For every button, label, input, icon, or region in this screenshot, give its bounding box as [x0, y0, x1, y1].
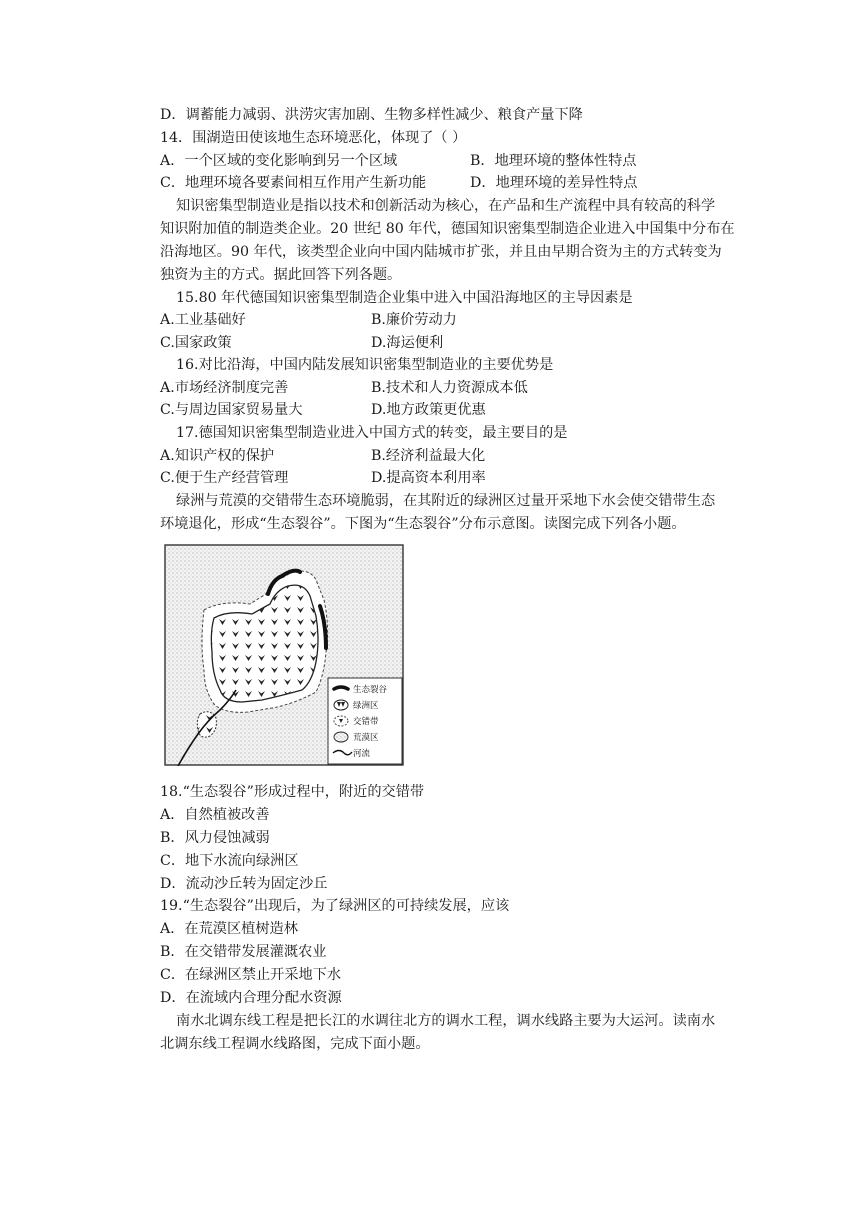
q16-stem: 16.对比沿海，中国内陆发展知识密集型制造业的主要优势是 [176, 357, 554, 373]
passage1-line1: 知识密集型制造业是指以技术和创新活动为核心，在产品和生产流程中具有较高的科学 [176, 198, 716, 214]
q13-option-d: D．调蓄能力减弱、洪涝灾害加剧、生物多样性减少、粮食产量下降 [160, 107, 583, 123]
q17-stem: 17.德国知识密集型制造业进入中国方式的转变，最主要目的是 [176, 425, 568, 441]
q19-option-d: D．在流域内合理分配水资源 [160, 990, 342, 1006]
q15-option-c: C.国家政策 [160, 335, 232, 351]
q17-option-a: A.知识产权的保护 [160, 448, 275, 464]
ecological-rift-map [164, 544, 404, 766]
legend-oasis-symbol [334, 700, 348, 710]
q19-option-b: B．在交错带发展灌溉农业 [160, 944, 327, 960]
legend-rift-symbol [334, 687, 348, 689]
legend-label-ecotone: 交错带 [353, 717, 379, 727]
q18-stem: 18.“生态裂谷”形成过程中，附近的交错带 [160, 784, 425, 800]
q16-option-c: C.与周边国家贸易量大 [160, 402, 303, 418]
q14-option-b: B．地理环境的整体性特点 [470, 153, 637, 169]
passage1-line2: 知识附加值的制造类企业。20 世纪 80 年代，德国知识密集型制造企业进入中国集中分布在 [160, 221, 735, 237]
passage3-line2: 北调东线工程调水线路图，完成下面小题。 [160, 1036, 430, 1052]
q17-option-d: D.提高资本利用率 [371, 470, 486, 486]
legend-label-rift: 生态裂谷 [353, 685, 388, 695]
legend-label-river: 河流 [353, 749, 371, 759]
legend-label-desert: 荒漠区 [353, 733, 379, 743]
q16-option-d: D.地方政策更优惠 [371, 402, 486, 418]
q14-option-d: D．地理环境的差异性特点 [470, 175, 638, 191]
q18-option-d: D．流动沙丘转为固定沙丘 [160, 876, 328, 892]
q19-stem: 19.“生态裂谷”出现后，为了绿洲区的可持续发展，应该 [160, 898, 510, 914]
q18-option-a: A．自然植被改善 [160, 807, 270, 823]
q17-option-c: C.便于生产经营管理 [160, 470, 289, 486]
passage3-line1: 南水北调东线工程是把长江的水调往北方的调水工程，调水线路主要为大运河。读南水 [176, 1013, 716, 1029]
legend-desert-symbol [334, 732, 348, 742]
q15-option-d: D.海运便利 [371, 335, 444, 351]
q19-option-c: C．在绿洲区禁止开采地下水 [160, 967, 342, 983]
q14-option-a: A．一个区域的变化影响到另一个区域 [160, 153, 398, 169]
q16-option-a: A.市场经济制度完善 [160, 380, 289, 396]
q17-option-b: B.经济利益最大化 [371, 448, 486, 464]
q14-stem: 14．围湖造田使该地生态环境恶化，体现了（ ） [160, 130, 467, 146]
passage2-line2: 环境退化，形成“生态裂谷”。下图为“生态裂谷”分布示意图。读图完成下列各小题。 [160, 516, 686, 532]
q14-option-c: C．地理环境各要素间相互作用产生新功能 [160, 175, 427, 191]
q18-option-c: C．地下水流向绿洲区 [160, 853, 299, 869]
legend-ecotone-symbol [334, 716, 348, 726]
q19-option-a: A．在荒漠区植树造林 [160, 921, 298, 937]
passage2-line1: 绿洲与荒漠的交错带生态环境脆弱，在其附近的绿洲区过量开采地下水会使交错带生态 [176, 493, 716, 509]
q18-option-b: B．风力侵蚀减弱 [160, 830, 270, 846]
legend-label-oasis: 绿洲区 [353, 701, 379, 711]
q16-option-b: B.技术和人力资源成本低 [371, 380, 528, 396]
passage1-line4: 独资为主的方式。据此回答下列各题。 [160, 267, 402, 283]
q15-option-a: A.工业基础好 [160, 312, 246, 328]
q15-stem: 15.80 年代德国知识密集型制造企业集中进入中国沿海地区的主导因素是 [176, 290, 633, 306]
q15-option-b: B.廉价劳动力 [371, 312, 457, 328]
passage1-line3: 沿海地区。90 年代，该类型企业向中国内陆城市扩张，并且由早期合资为主的方式转变为 [160, 244, 722, 260]
